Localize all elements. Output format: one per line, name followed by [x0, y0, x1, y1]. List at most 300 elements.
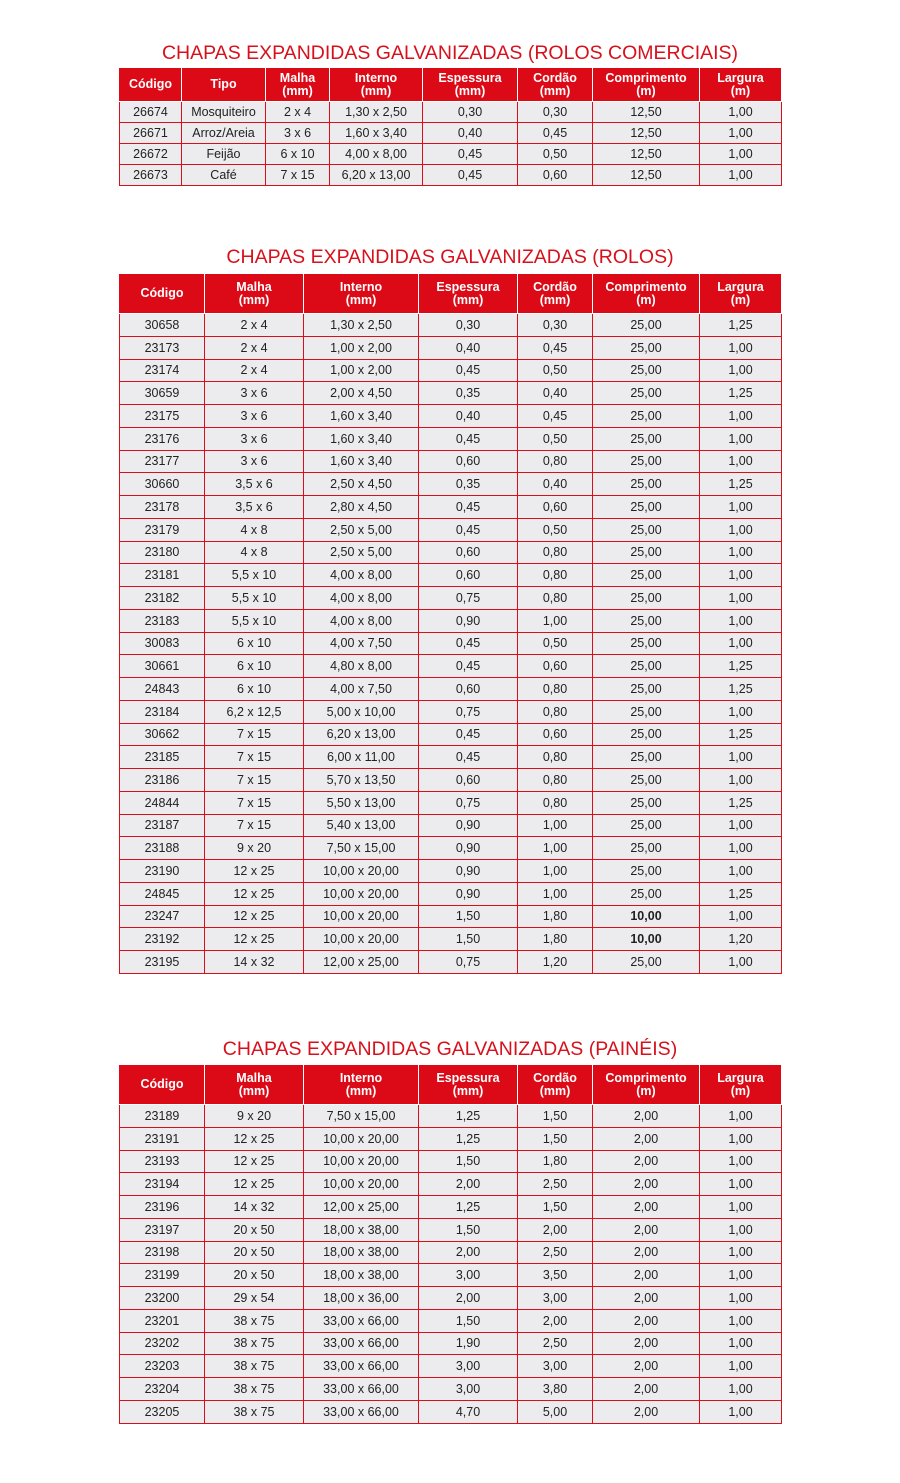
table-cell: 38 x 75: [205, 1400, 304, 1423]
table-row: [120, 769, 782, 792]
table-cell: 1,00: [700, 405, 782, 428]
table-title: CHAPAS EXPANDIDAS GALVANIZADAS (PAINÉIS): [222, 1038, 678, 1060]
table-cell: 0,60: [518, 496, 593, 519]
table-cell: 1,50: [419, 905, 518, 928]
table-cell: 1,00: [700, 123, 782, 144]
table-cell: 1,00: [700, 450, 782, 473]
table-row: [120, 791, 782, 814]
table-cell: Café: [182, 165, 266, 186]
table-cell: 1,25: [700, 473, 782, 496]
table-cell: 1,50: [419, 1150, 518, 1173]
table-cell: 25,00: [593, 541, 700, 564]
table-cell: 5,00: [518, 1400, 593, 1423]
table-cell: 2,00: [593, 1218, 700, 1241]
table-cell: 38 x 75: [205, 1332, 304, 1355]
table-cell: 12 x 25: [205, 1173, 304, 1196]
table-cell: 23203: [120, 1355, 205, 1378]
table-cell: 12,50: [593, 123, 700, 144]
table-cell: 1,00: [700, 496, 782, 519]
table-cell: 30661: [120, 655, 205, 678]
table-cell: 0,75: [419, 791, 518, 814]
table-cell: 3 x 6: [266, 123, 330, 144]
table-cell: 1,00: [700, 905, 782, 928]
table-cell: 1,00: [700, 1264, 782, 1287]
table-cell: 18,00 x 38,00: [304, 1264, 419, 1287]
table-cell: 0,90: [419, 609, 518, 632]
table-cell: 23197: [120, 1218, 205, 1241]
table-cell: 0,45: [423, 144, 518, 165]
column-header: Espessura (mm): [419, 274, 518, 314]
table-cell: 2,00: [593, 1127, 700, 1150]
table-cell: 2,00: [419, 1241, 518, 1264]
table-cell: 7 x 15: [205, 769, 304, 792]
table-cell: 10,00: [593, 905, 700, 928]
table-title: CHAPAS EXPANDIDAS GALVANIZADAS (ROLOS): [226, 246, 674, 268]
table-cell: 2,00 x 4,50: [304, 382, 419, 405]
table-cell: 25,00: [593, 564, 700, 587]
table-cell: 1,00: [700, 951, 782, 974]
table-cell: 5,50 x 13,00: [304, 791, 419, 814]
table-cell: 23192: [120, 928, 205, 951]
table-cell: 0,50: [518, 144, 593, 165]
column-header: Malha (mm): [205, 1065, 304, 1105]
table-cell: 25,00: [593, 837, 700, 860]
table-cell: 1,90: [419, 1332, 518, 1355]
table-cell: Arroz/Areia: [182, 123, 266, 144]
table-cell: 30662: [120, 723, 205, 746]
table-cell: 0,35: [419, 382, 518, 405]
table-cell: 25,00: [593, 951, 700, 974]
column-header: Comprimento (m): [593, 1065, 700, 1105]
column-header: Código: [120, 1065, 205, 1105]
table-cell: 1,00: [700, 1196, 782, 1219]
table-cell: 4,70: [419, 1400, 518, 1423]
table-cell: 0,45: [419, 427, 518, 450]
table-cell: 23194: [120, 1173, 205, 1196]
table-cell: 1,50: [518, 1105, 593, 1128]
table-cell: 1,00: [700, 541, 782, 564]
table-cell: 1,00: [700, 1127, 782, 1150]
table-cell: 25,00: [593, 405, 700, 428]
table-row: [120, 405, 782, 428]
table-cell: 9 x 20: [205, 1105, 304, 1128]
table-cell: 10,00 x 20,00: [304, 1173, 419, 1196]
table-cell: 1,00: [700, 165, 782, 186]
table-row: [120, 314, 782, 337]
table-cell: 12,50: [593, 144, 700, 165]
table-cell: 33,00 x 66,00: [304, 1309, 419, 1332]
table-row: [120, 336, 782, 359]
table-cell: 0,60: [518, 723, 593, 746]
table-cell: 25,00: [593, 860, 700, 883]
table-cell: 23190: [120, 860, 205, 883]
table-cell: 1,00: [518, 882, 593, 905]
table-row: [120, 1196, 782, 1219]
table-cell: 23180: [120, 541, 205, 564]
table-cell: 25,00: [593, 314, 700, 337]
table-cell: 29 x 54: [205, 1287, 304, 1310]
table-cell: 2,50: [518, 1241, 593, 1264]
table-cell: 2 x 4: [266, 102, 330, 123]
table-cell: 6 x 10: [205, 678, 304, 701]
table-cell: 0,45: [423, 165, 518, 186]
table-cell: 3,5 x 6: [205, 473, 304, 496]
table-cell: 2,00: [593, 1150, 700, 1173]
table-cell: 0,50: [518, 632, 593, 655]
table-cell: 0,80: [518, 700, 593, 723]
table-cell: 3,80: [518, 1378, 593, 1401]
table-cell: 23178: [120, 496, 205, 519]
table-cell: 0,40: [419, 405, 518, 428]
table-cell: 6,20 x 13,00: [304, 723, 419, 746]
table-cell: 23204: [120, 1378, 205, 1401]
table-row: [120, 1173, 782, 1196]
spec-table-rolos: [119, 273, 782, 974]
table-cell: 12 x 25: [205, 1127, 304, 1150]
table-row: [120, 496, 782, 519]
table-cell: 2,00: [593, 1287, 700, 1310]
table-cell: 4,00 x 8,00: [304, 587, 419, 610]
table-cell: 5,40 x 13,00: [304, 814, 419, 837]
table-cell: 12 x 25: [205, 1150, 304, 1173]
table-cell: 1,00: [518, 609, 593, 632]
column-header: Cordão (mm): [518, 68, 593, 102]
table-cell: 25,00: [593, 450, 700, 473]
table-cell: 0,60: [518, 655, 593, 678]
table-cell: 0,45: [518, 336, 593, 359]
table-cell: 23181: [120, 564, 205, 587]
table-cell: 1,50: [419, 1309, 518, 1332]
table-cell: 12 x 25: [205, 882, 304, 905]
table-cell: 5,70 x 13,50: [304, 769, 419, 792]
table-row: [120, 1378, 782, 1401]
table-cell: 3 x 6: [205, 382, 304, 405]
table-row: [120, 1127, 782, 1150]
table-cell: 12 x 25: [205, 860, 304, 883]
table-row: [120, 632, 782, 655]
table-cell: 1,00: [700, 1309, 782, 1332]
table-cell: 0,75: [419, 587, 518, 610]
table-cell: 7 x 15: [205, 791, 304, 814]
table-cell: 23175: [120, 405, 205, 428]
table-cell: 1,20: [518, 951, 593, 974]
table-cell: 3,00: [518, 1355, 593, 1378]
table-cell: 3 x 6: [205, 450, 304, 473]
table-cell: 12,50: [593, 102, 700, 123]
table-cell: 23201: [120, 1309, 205, 1332]
table-cell: 23189: [120, 1105, 205, 1128]
table-cell: 0,90: [419, 860, 518, 883]
table-cell: 1,25: [700, 314, 782, 337]
table-cell: 1,00: [518, 814, 593, 837]
table-cell: 2,00: [593, 1173, 700, 1196]
table-cell: 23198: [120, 1241, 205, 1264]
table-row: [120, 905, 782, 928]
table-cell: 25,00: [593, 427, 700, 450]
table-cell: 24843: [120, 678, 205, 701]
table-cell: 10,00 x 20,00: [304, 928, 419, 951]
table-cell: 33,00 x 66,00: [304, 1332, 419, 1355]
table-cell: 1,00 x 2,00: [304, 359, 419, 382]
table-cell: 23193: [120, 1150, 205, 1173]
table-cell: 1,00: [700, 587, 782, 610]
table-cell: 3,00: [419, 1264, 518, 1287]
table-cell: 23179: [120, 518, 205, 541]
table-cell: 7 x 15: [205, 814, 304, 837]
table-cell: 38 x 75: [205, 1309, 304, 1332]
table-cell: 18,00 x 38,00: [304, 1218, 419, 1241]
table-cell: 3 x 6: [205, 405, 304, 428]
table-cell: 1,50: [518, 1127, 593, 1150]
table-row: [120, 144, 782, 165]
table-cell: 38 x 75: [205, 1355, 304, 1378]
table-cell: 30660: [120, 473, 205, 496]
table-cell: 1,00: [700, 814, 782, 837]
table-cell: 1,00: [700, 1218, 782, 1241]
table-cell: 0,50: [518, 427, 593, 450]
table-cell: 25,00: [593, 882, 700, 905]
table-cell: 1,00: [700, 1241, 782, 1264]
table-cell: 1,25: [700, 882, 782, 905]
table-cell: 1,00: [700, 1332, 782, 1355]
table-cell: 0,30: [423, 102, 518, 123]
table-cell: 2,00: [518, 1218, 593, 1241]
table-cell: 1,50: [419, 1218, 518, 1241]
table-cell: 0,80: [518, 587, 593, 610]
table-cell: 0,45: [419, 632, 518, 655]
column-header: Largura (m): [700, 1065, 782, 1105]
table-cell: 26674: [120, 102, 182, 123]
column-header: Malha (mm): [266, 68, 330, 102]
table-cell: 1,00: [700, 564, 782, 587]
table-row: [120, 746, 782, 769]
table-cell: 18,00 x 36,00: [304, 1287, 419, 1310]
table-cell: 2,00: [419, 1287, 518, 1310]
table-cell: 2,50: [518, 1332, 593, 1355]
table-cell: 20 x 50: [205, 1218, 304, 1241]
column-header: Espessura (mm): [419, 1065, 518, 1105]
column-header: Comprimento (m): [593, 274, 700, 314]
table-row: [120, 882, 782, 905]
table-cell: 23199: [120, 1264, 205, 1287]
table-cell: 1,25: [700, 723, 782, 746]
table-cell: 1,50: [518, 1196, 593, 1219]
table-cell: 25,00: [593, 587, 700, 610]
table-cell: 0,90: [419, 814, 518, 837]
table-cell: 25,00: [593, 678, 700, 701]
table-cell: 23200: [120, 1287, 205, 1310]
table-row: [120, 1355, 782, 1378]
column-header: Cordão (mm): [518, 1065, 593, 1105]
table-row: [120, 587, 782, 610]
table-cell: 1,25: [700, 791, 782, 814]
column-header: Código: [120, 68, 182, 102]
table-row: [120, 951, 782, 974]
table-cell: 0,60: [419, 678, 518, 701]
table-cell: 0,30: [518, 314, 593, 337]
table-title: CHAPAS EXPANDIDAS GALVANIZADAS (ROLOS COMERCIAIS): [161, 42, 739, 64]
table-cell: 2,00: [419, 1173, 518, 1196]
table-cell: 2,00: [518, 1309, 593, 1332]
table-cell: 7 x 15: [205, 746, 304, 769]
table-cell: 10,00 x 20,00: [304, 860, 419, 883]
table-row: [120, 1264, 782, 1287]
table-cell: 1,00: [700, 860, 782, 883]
table-cell: 2 x 4: [205, 359, 304, 382]
table-cell: 25,00: [593, 609, 700, 632]
table-cell: 23191: [120, 1127, 205, 1150]
table-cell: 5,5 x 10: [205, 564, 304, 587]
column-header: Interno (mm): [304, 274, 419, 314]
table-cell: 0,45: [518, 123, 593, 144]
table-row: [120, 427, 782, 450]
table-cell: 5,5 x 10: [205, 609, 304, 632]
table-cell: 4,00 x 7,50: [304, 632, 419, 655]
table-cell: 0,35: [419, 473, 518, 496]
table-cell: 2 x 4: [205, 336, 304, 359]
table-cell: 23247: [120, 905, 205, 928]
table-cell: 12,00 x 25,00: [304, 951, 419, 974]
table-row: [120, 382, 782, 405]
table-cell: 1,00: [700, 769, 782, 792]
table-row: [120, 1332, 782, 1355]
column-header: Malha (mm): [205, 274, 304, 314]
table-row: [120, 1400, 782, 1423]
table-cell: 25,00: [593, 473, 700, 496]
column-header: Largura (m): [700, 274, 782, 314]
table-cell: 25,00: [593, 746, 700, 769]
table-cell: 25,00: [593, 382, 700, 405]
table-cell: 23187: [120, 814, 205, 837]
table-cell: 23196: [120, 1196, 205, 1219]
table-cell: 23182: [120, 587, 205, 610]
table-cell: 2,80 x 4,50: [304, 496, 419, 519]
table-cell: 1,60 x 3,40: [330, 123, 423, 144]
table-cell: 0,45: [518, 405, 593, 428]
table-cell: 2,50 x 5,00: [304, 541, 419, 564]
table-cell: 10,00 x 20,00: [304, 905, 419, 928]
table-cell: 1,00: [518, 860, 593, 883]
table-cell: 3 x 6: [205, 427, 304, 450]
table-row: [120, 450, 782, 473]
table-cell: 25,00: [593, 700, 700, 723]
table-cell: 1,25: [419, 1196, 518, 1219]
table-cell: 10,00 x 20,00: [304, 1127, 419, 1150]
table-cell: 2,00: [593, 1105, 700, 1128]
table-cell: 1,25: [419, 1127, 518, 1150]
table-cell: 1,00: [700, 1150, 782, 1173]
table-cell: 23205: [120, 1400, 205, 1423]
table-cell: 1,00 x 2,00: [304, 336, 419, 359]
table-cell: 23184: [120, 700, 205, 723]
table-cell: 25,00: [593, 496, 700, 519]
table-cell: 1,00: [700, 1400, 782, 1423]
table-cell: 14 x 32: [205, 951, 304, 974]
table-cell: Mosquiteiro: [182, 102, 266, 123]
table-cell: 4,00 x 7,50: [304, 678, 419, 701]
table-cell: 33,00 x 66,00: [304, 1355, 419, 1378]
table-cell: 25,00: [593, 655, 700, 678]
table-cell: 9 x 20: [205, 837, 304, 860]
table-cell: 1,00: [518, 837, 593, 860]
table-cell: 1,30 x 2,50: [304, 314, 419, 337]
table-cell: Feijão: [182, 144, 266, 165]
table-cell: 4,00 x 8,00: [304, 609, 419, 632]
table-row: [120, 1218, 782, 1241]
table-cell: 5,00 x 10,00: [304, 700, 419, 723]
table-cell: 1,00: [700, 336, 782, 359]
table-cell: 23173: [120, 336, 205, 359]
table-cell: 0,60: [419, 769, 518, 792]
table-cell: 2,50 x 5,00: [304, 518, 419, 541]
table-cell: 25,00: [593, 814, 700, 837]
table-cell: 6,20 x 13,00: [330, 165, 423, 186]
table-cell: 4 x 8: [205, 541, 304, 564]
table-cell: 26672: [120, 144, 182, 165]
table-cell: 0,45: [419, 655, 518, 678]
table-cell: 7,50 x 15,00: [304, 1105, 419, 1128]
table-cell: 1,00: [700, 1105, 782, 1128]
table-cell: 12 x 25: [205, 928, 304, 951]
table-cell: 30658: [120, 314, 205, 337]
table-row: [120, 123, 782, 144]
table-cell: 0,90: [419, 882, 518, 905]
table-cell: 4,80 x 8,00: [304, 655, 419, 678]
table-cell: 2,00: [593, 1355, 700, 1378]
table-cell: 23188: [120, 837, 205, 860]
table-cell: 0,75: [419, 951, 518, 974]
table-cell: 0,80: [518, 564, 593, 587]
table-cell: 12,50: [593, 165, 700, 186]
table-row: [120, 655, 782, 678]
table-cell: 1,25: [419, 1105, 518, 1128]
table-cell: 6 x 10: [266, 144, 330, 165]
table-cell: 0,60: [518, 165, 593, 186]
table-cell: 12 x 25: [205, 905, 304, 928]
column-header: Comprimento (m): [593, 68, 700, 102]
table-cell: 2,00: [593, 1196, 700, 1219]
table-cell: 10,00: [593, 928, 700, 951]
table-cell: 3,50: [518, 1264, 593, 1287]
table-cell: 1,25: [700, 678, 782, 701]
table-cell: 26673: [120, 165, 182, 186]
table-cell: 1,80: [518, 905, 593, 928]
table-cell: 0,60: [419, 564, 518, 587]
table-cell: 2 x 4: [205, 314, 304, 337]
table-cell: 0,40: [423, 123, 518, 144]
table-cell: 1,00: [700, 609, 782, 632]
table-cell: 0,60: [419, 541, 518, 564]
table-cell: 1,00: [700, 102, 782, 123]
column-header: Código: [120, 274, 205, 314]
table-cell: 0,80: [518, 769, 593, 792]
table-row: [120, 1105, 782, 1128]
table-row: [120, 814, 782, 837]
table-cell: 30659: [120, 382, 205, 405]
table-row: [120, 541, 782, 564]
table-cell: 7 x 15: [205, 723, 304, 746]
table-cell: 0,50: [518, 359, 593, 382]
table-cell: 12,00 x 25,00: [304, 1196, 419, 1219]
table-cell: 0,45: [419, 359, 518, 382]
table-cell: 1,00: [700, 700, 782, 723]
table-cell: 0,60: [419, 450, 518, 473]
table-cell: 2,00: [593, 1309, 700, 1332]
table-cell: 23185: [120, 746, 205, 769]
table-cell: 24845: [120, 882, 205, 905]
table-cell: 6 x 10: [205, 655, 304, 678]
table-cell: 23183: [120, 609, 205, 632]
